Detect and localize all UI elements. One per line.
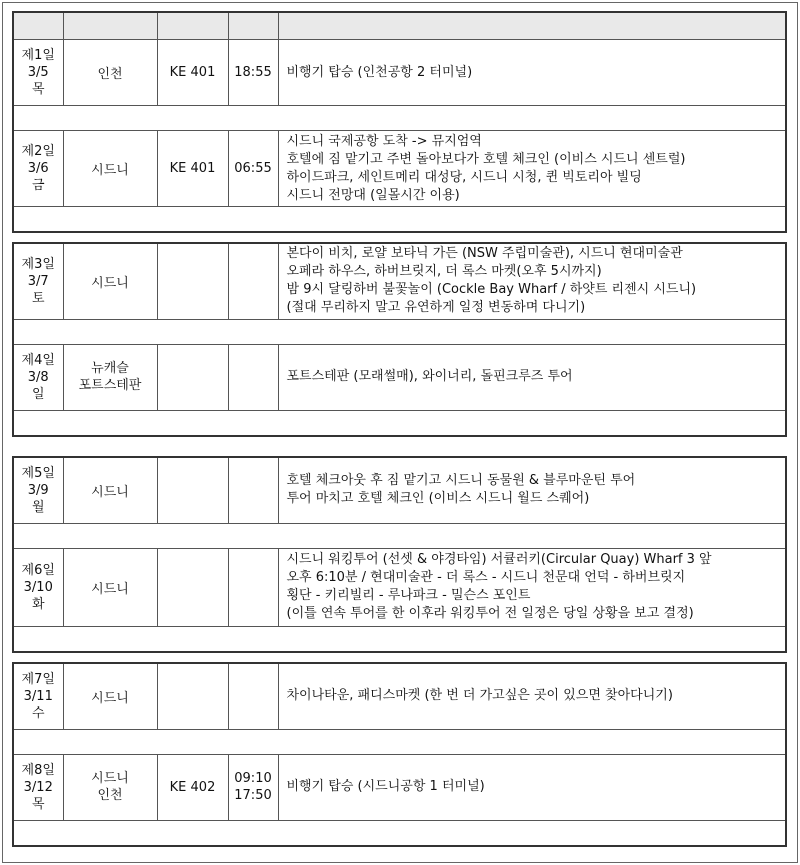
flight-cell	[157, 548, 228, 626]
place-line: 뉴캐슬	[91, 361, 129, 376]
desc-line: 비행기 탑승 (시드니공항 1 터미널)	[286, 779, 485, 794]
header-cell	[13, 12, 63, 40]
day-weekday: 목	[31, 796, 45, 812]
time-cell	[228, 548, 278, 626]
flight-cell	[157, 457, 228, 523]
desc-cell	[278, 754, 786, 820]
desc-cell	[278, 457, 786, 523]
desc-cell	[278, 131, 786, 207]
day-cell	[13, 243, 63, 319]
flight-cell: KE 401	[157, 40, 228, 106]
desc-line: 시드니 워킹투어 (선셋 & 야경타임) 서큘러키(Circular Quay) Wharf 3 앞	[286, 552, 712, 567]
place-cell: 인천	[63, 40, 157, 106]
day-number: 제7일	[21, 671, 55, 687]
day-weekday: 일	[31, 386, 45, 402]
desc-line: 시드니 전망대 (일몰시간 이용)	[286, 187, 460, 203]
itinerary-table-1	[12, 11, 787, 233]
place-cell	[63, 754, 157, 820]
day-cell	[13, 40, 63, 106]
day-date: 3/5	[27, 65, 49, 80]
flight-cell	[157, 663, 228, 729]
time-cell	[228, 243, 278, 319]
desc-line: (절대 무리하지 말고 유연하게 일정 변동하며 다니기)	[286, 300, 586, 316]
spacer-row	[13, 106, 786, 131]
day-row	[13, 243, 786, 319]
desc-line: 횡단 - 키리빌리 - 루나파크 - 밀슨스 포인트	[286, 588, 531, 603]
time-line: 09:10	[234, 771, 272, 786]
day-row	[13, 548, 786, 626]
day-cell	[13, 754, 63, 820]
desc-cell	[278, 548, 786, 626]
day-date: 3/11	[23, 688, 53, 704]
desc-line: 오후 6:10분 / 현대미술관 - 더 록스 - 시드니 천문대 언덕 - 하버브릿지	[286, 570, 686, 585]
day-cell	[13, 457, 63, 523]
day-row	[13, 663, 786, 729]
day-cell	[13, 344, 63, 410]
day-number: 제1일	[21, 48, 55, 63]
place-line: 포트스테판	[78, 378, 142, 393]
place-cell: 시드니	[63, 663, 157, 729]
place-line: 인천	[97, 788, 123, 803]
place-cell: 시드니	[63, 243, 157, 319]
time-line: 17:50	[234, 788, 272, 803]
spacer-row	[13, 729, 786, 754]
day-number: 제6일	[21, 562, 55, 578]
desc-cell	[278, 40, 786, 106]
desc-line: 오페라 하우스, 하버브릿지, 더 록스 마켓(오후 5시까지)	[286, 264, 602, 280]
itinerary-table-2	[12, 242, 787, 437]
place-cell: 시드니	[63, 548, 157, 626]
place-cell: 시드니	[63, 131, 157, 207]
day-date: 3/6	[27, 161, 49, 176]
desc-line: (이틀 연속 투어를 한 이후라 워킹투어 전 일정은 당일 상황을 보고 결정)	[286, 606, 694, 621]
day-number: 제8일	[21, 762, 55, 778]
spacer-row	[13, 319, 786, 344]
spacer-row	[13, 626, 786, 652]
desc-line: 차이나타운, 패디스마켓 (한 번 더 가고싶은 곳이 있으면 찾아다니기)	[286, 688, 673, 704]
day-cell	[13, 548, 63, 626]
day-weekday: 목	[31, 82, 45, 97]
day-row	[13, 754, 786, 820]
place-cell: 시드니	[63, 457, 157, 523]
desc-cell	[278, 663, 786, 729]
flight-cell	[157, 243, 228, 319]
header-row	[13, 12, 786, 40]
desc-line: 호텔에 짐 맡기고 주변 돌아보다가 호텔 체크인 (이비스 시드니 센트럴)	[286, 151, 686, 167]
day-number: 제4일	[21, 352, 55, 368]
day-cell	[13, 663, 63, 729]
time-cell	[228, 754, 278, 820]
day-number: 제3일	[21, 256, 55, 272]
day-weekday: 화	[31, 596, 45, 612]
time-cell	[228, 663, 278, 729]
day-weekday: 월	[31, 499, 45, 515]
spacer-row	[13, 820, 786, 846]
time-cell: 06:55	[228, 131, 278, 207]
header-cell	[63, 12, 157, 40]
flight-cell: KE 402	[157, 754, 228, 820]
desc-line: 포트스테판 (모래썰매), 와이너리, 돌핀크루즈 투어	[286, 369, 573, 384]
day-row	[13, 40, 786, 106]
day-date: 3/8	[27, 369, 49, 385]
desc-line: 하이드파크, 세인트메리 대성당, 시드니 시청, 퀸 빅토리아 빌딩	[286, 169, 642, 185]
desc-line: 밤 9시 달링하버 불꽃놀이 (Cockle Bay Wharf / 하얏트 리젠시 시드니)	[286, 282, 697, 298]
spacer-row	[13, 410, 786, 436]
time-cell: 18:55	[228, 40, 278, 106]
time-cell	[228, 344, 278, 410]
day-number: 제2일	[21, 144, 55, 159]
day-cell	[13, 131, 63, 207]
desc-line: 시드니 국제공항 도착 -> 뮤지엄역	[286, 133, 482, 149]
place-cell	[63, 344, 157, 410]
day-date: 3/10	[23, 579, 53, 595]
desc-line: 호텔 체크아웃 후 짐 맡기고 시드니 동물원 & 블루마운틴 투어	[286, 473, 636, 489]
desc-line: 투어 마치고 호텔 체크인 (이비스 시드니 월드 스퀘어)	[286, 491, 590, 507]
itinerary-table-4	[12, 662, 787, 847]
desc-cell	[278, 243, 786, 319]
day-date: 3/9	[27, 482, 49, 498]
header-cell	[157, 12, 228, 40]
day-weekday: 금	[31, 178, 45, 193]
desc-line: 비행기 탑승 (인천공항 2 터미널)	[286, 64, 473, 80]
day-weekday: 토	[31, 290, 45, 306]
day-row	[13, 131, 786, 207]
day-date: 3/7	[27, 273, 49, 289]
day-row	[13, 344, 786, 410]
time-cell	[228, 457, 278, 523]
day-date: 3/12	[23, 779, 53, 795]
desc-line: 본다이 비치, 로얄 보타닉 가든 (NSW 주립미술관), 시드니 현대미술관	[286, 246, 683, 262]
spacer-row	[13, 523, 786, 548]
place-line: 시드니	[91, 771, 129, 786]
header-cell	[228, 12, 278, 40]
desc-cell	[278, 344, 786, 410]
day-weekday: 수	[31, 705, 45, 721]
itinerary-table-3	[12, 456, 787, 653]
day-row	[13, 457, 786, 523]
spacer-row	[13, 207, 786, 233]
flight-cell: KE 401	[157, 131, 228, 207]
header-cell	[278, 12, 786, 40]
day-number: 제5일	[21, 465, 55, 481]
flight-cell	[157, 344, 228, 410]
